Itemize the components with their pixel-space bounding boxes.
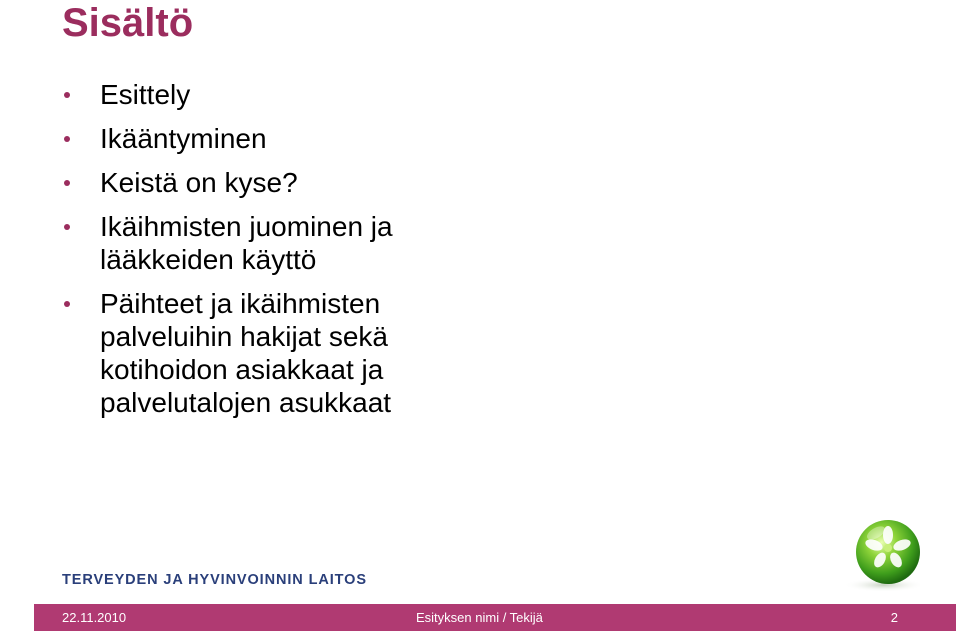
organization-name: TERVEYDEN JA HYVINVOINNIN LAITOS [62,572,367,588]
footer-presentation-author: Esityksen nimi / Tekijä [416,610,543,625]
bullet-item [62,287,482,419]
footer-date: 22.11.2010 [62,610,127,625]
bullet-item [62,166,482,199]
bullet-icon [64,92,70,98]
bullet-item [62,78,482,111]
bullet-item [62,210,482,276]
bullet-icon [64,136,70,142]
bullet-text: Keistä on kyse? [100,167,298,198]
bullet-list [62,78,482,430]
footer-bar [34,604,956,631]
bullet-icon [64,224,70,230]
green-sphere-flower-logo-icon [828,515,938,593]
slide-title: Sisältö [62,1,194,45]
bullet-text: Esittely [100,79,191,110]
bullet-text: Ikääntyminen [100,123,267,154]
page-number: 2 [890,610,898,625]
bullet-icon [64,180,70,186]
bullet-icon [64,301,70,307]
bullet-item [62,122,482,155]
bullet-text: Päihteet ja ikäihmisten palveluihin hakijat sekä kotihoidon asiakkaat ja palvelutalojen asukkaat [100,288,392,418]
bullet-text: Ikäihmisten juominen ja lääkkeiden käyttö [100,211,393,275]
